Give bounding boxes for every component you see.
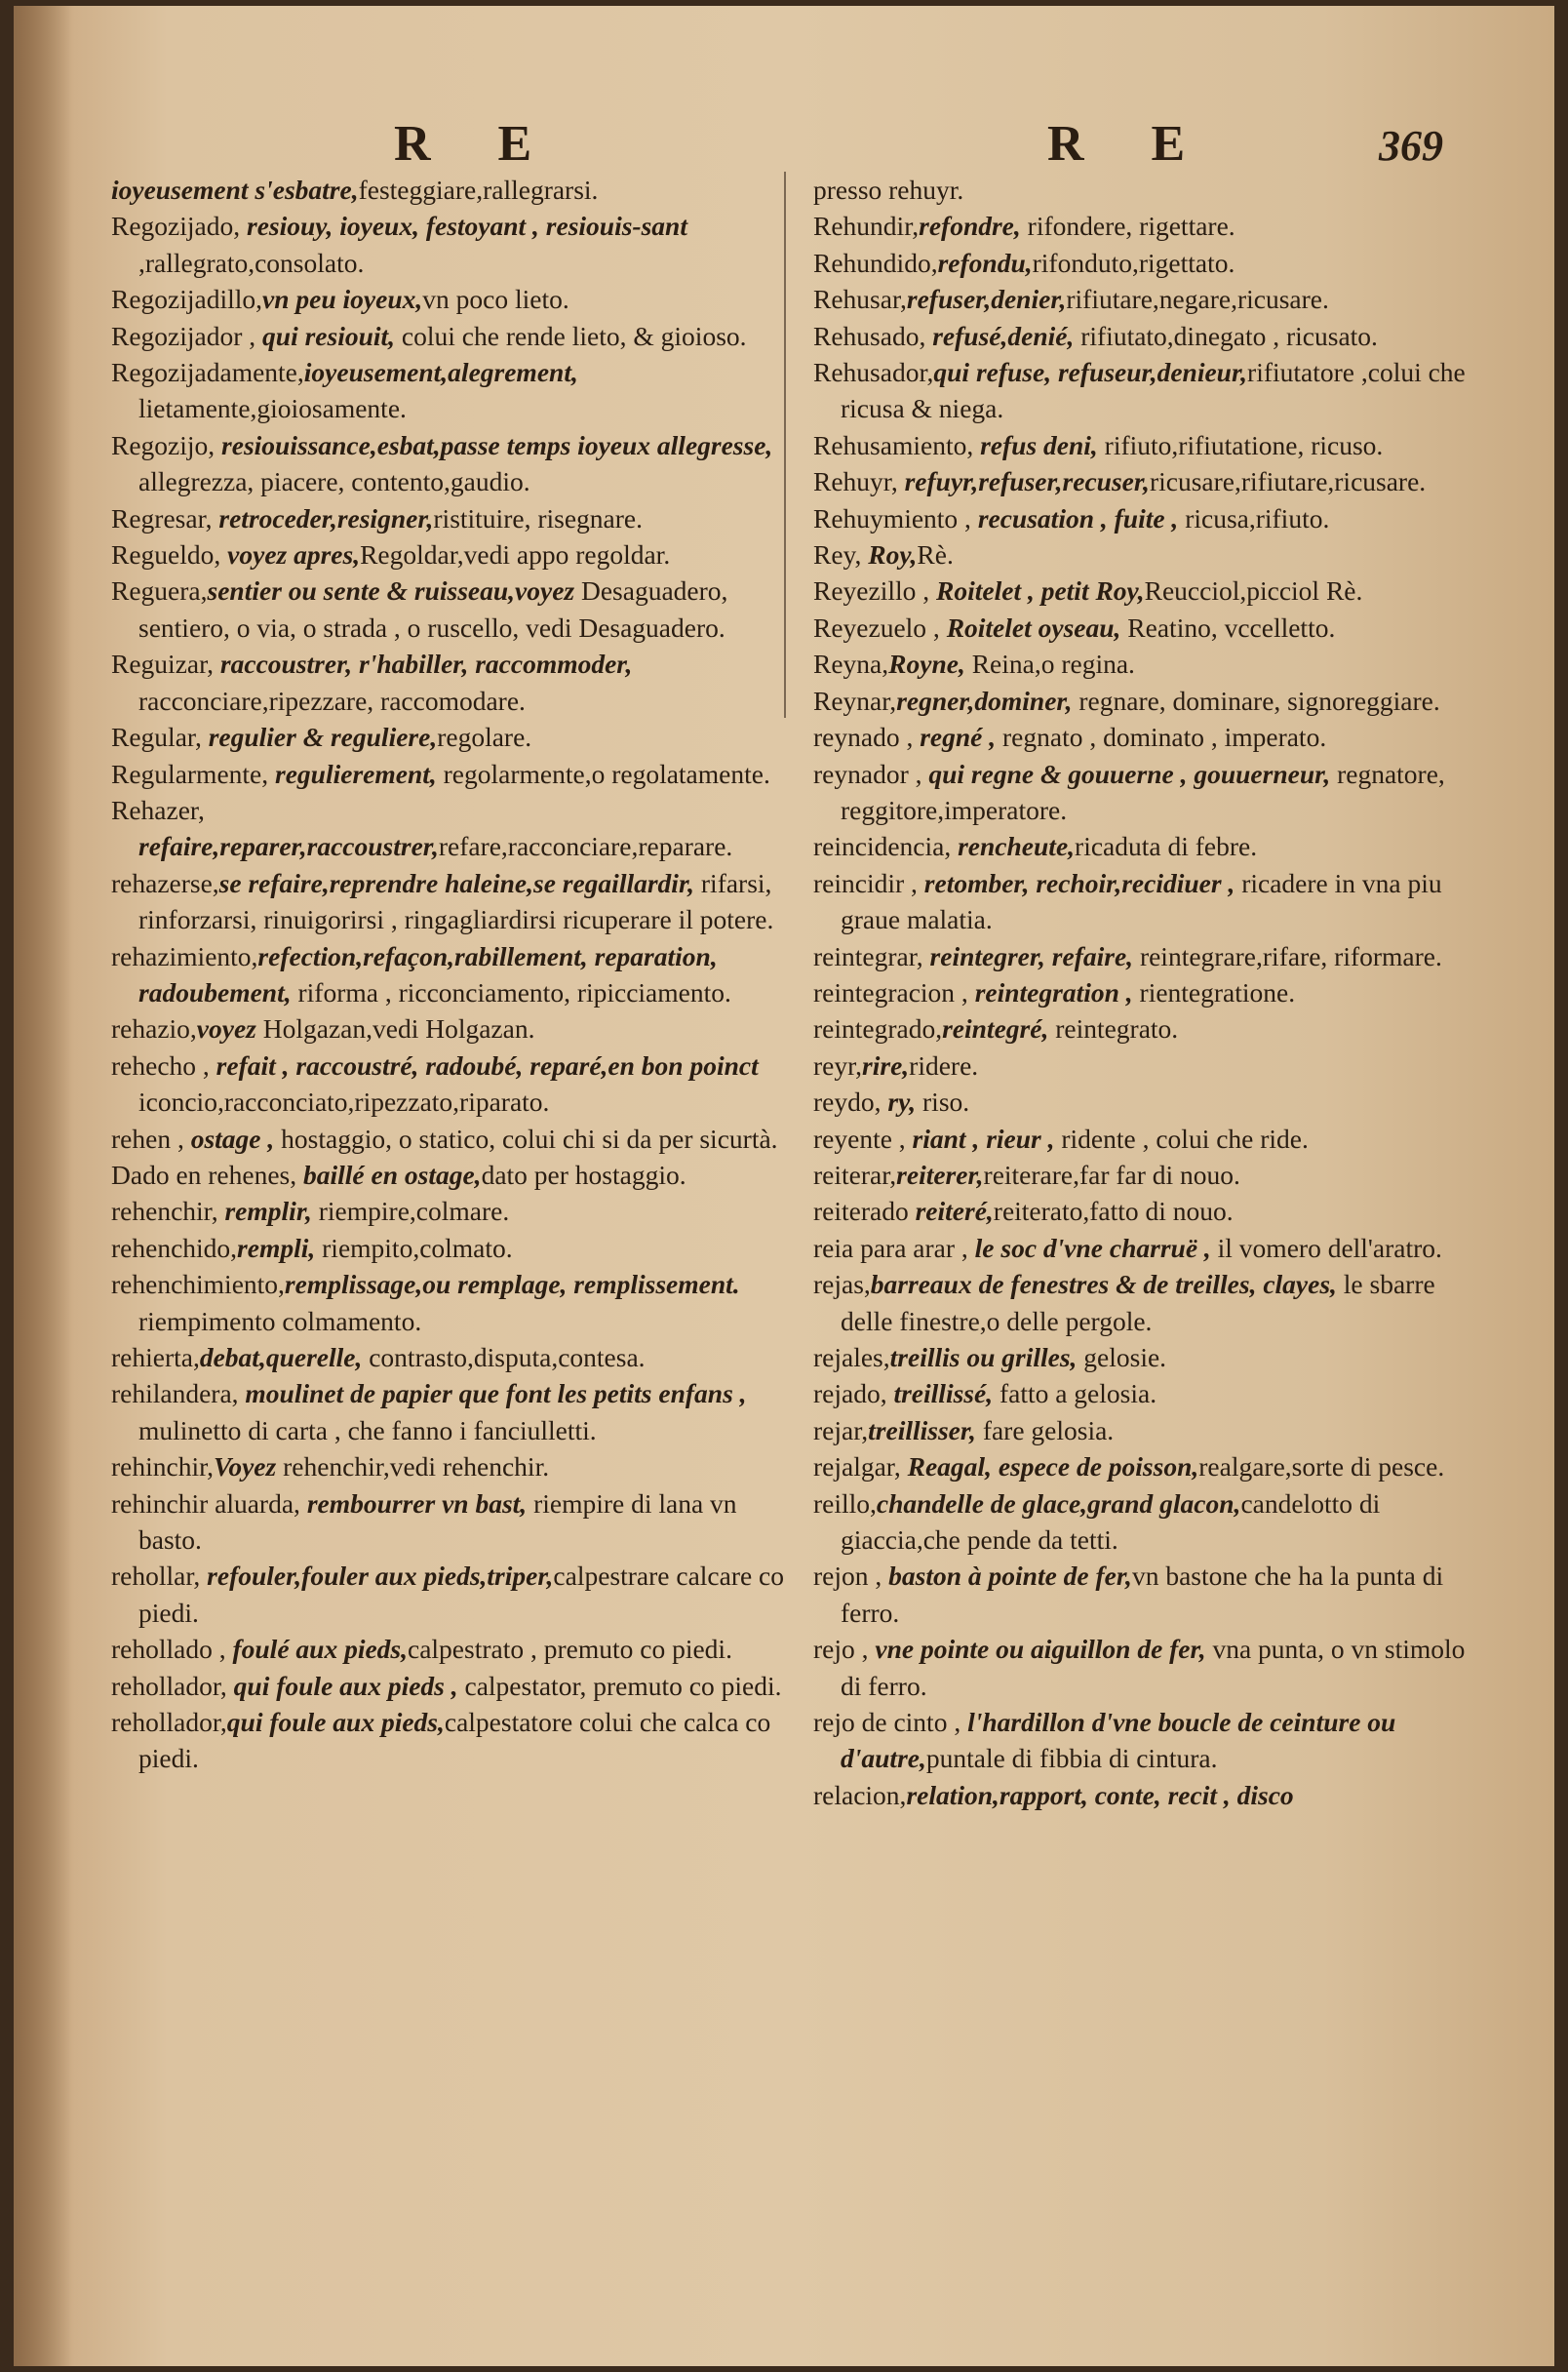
entry-italian: ricadere in vna piu graue malatia.	[841, 867, 1442, 935]
entry-french: qui resiouit,	[262, 320, 396, 351]
dictionary-entry	[813, 610, 1486, 646]
entry-italian: puntale di fibbia di cintura.	[925, 1743, 1218, 1774]
entry-french: regulierement,	[275, 758, 437, 789]
entry-headword: Rehusador,	[813, 357, 934, 388]
entry-french: refaire,reparer,raccoustrer,	[138, 831, 439, 862]
entry-italian: riempito,colmato.	[315, 1232, 513, 1263]
dictionary-entry	[111, 938, 799, 1011]
entry-headword: rejales,	[813, 1342, 890, 1372]
entry-french: Roitelet oyseau,	[946, 612, 1121, 643]
entry-french: Voyez	[214, 1451, 277, 1482]
dictionary-entry	[813, 938, 1486, 974]
entry-italian: reintegrato.	[1048, 1013, 1179, 1045]
entry-headword: reintegrar,	[813, 940, 930, 971]
entry-french: reintegration ,	[974, 976, 1133, 1008]
entry-french: ioyeusement s'esbatre,	[111, 175, 359, 205]
entry-italian: ,rallegrato,consolato.	[138, 247, 365, 278]
entry-french: voyez apres,	[227, 539, 361, 571]
entry-italian: refare,racconciare,reparare.	[438, 831, 733, 862]
entry-headword: rehollar,	[111, 1561, 208, 1592]
dictionary-entry	[111, 1193, 799, 1229]
entry-french: regulier & reguliere,	[208, 722, 438, 753]
entry-french: retroceder,resigner,	[218, 502, 434, 534]
entry-french: resiouissance,esbat,passe temps ioyeux allegresse,	[221, 429, 773, 460]
dictionary-entry	[813, 1777, 1486, 1813]
entry-headword: rehinchir aluarda,	[111, 1487, 307, 1519]
entry-headword: rehecho ,	[111, 1049, 216, 1081]
entry-headword: rehollado ,	[111, 1634, 233, 1665]
entry-headword: Regozijador ,	[111, 320, 263, 351]
entry-headword: rehierta,	[111, 1342, 200, 1372]
entry-italian: il vomero dell'aratro.	[1210, 1232, 1442, 1263]
entry-french: foulé aux pieds,	[232, 1634, 408, 1665]
dictionary-entry	[813, 354, 1486, 427]
entry-french: refuyr,refuser,recuser,	[904, 466, 1150, 497]
entry-french: qui foule aux pieds ,	[233, 1670, 458, 1701]
entry-french: raccoustrer, r'habiller, raccommoder,	[219, 649, 633, 680]
entry-headword: Rehusar,	[813, 284, 907, 315]
dictionary-entry	[111, 318, 799, 354]
entry-french: rire,	[862, 1049, 910, 1081]
running-head-left: R E	[394, 116, 560, 172]
dictionary-entry	[813, 536, 1486, 573]
entry-italian: realgare,sorte di pesce.	[1198, 1451, 1445, 1482]
dictionary-entry	[813, 1048, 1486, 1084]
entry-headword: rehazimiento,	[111, 940, 258, 971]
entry-french: rembourrer vn bast,	[306, 1487, 528, 1519]
entry-french: remplir,	[224, 1196, 312, 1227]
entry-italian: rifarsi, rinforzarsi, rinuigorirsi , ringagliardirsi ricuperare il potere.	[138, 867, 774, 935]
entry-italian: colui che rende lieto, & gioioso.	[395, 320, 747, 351]
dictionary-entry	[813, 500, 1486, 536]
dictionary-entry	[813, 463, 1486, 499]
entry-french: refusé,denié,	[932, 320, 1075, 351]
entry-headword: Rehusado,	[813, 320, 933, 351]
entry-headword: relacion,	[813, 1779, 907, 1810]
dictionary-entry	[111, 756, 799, 792]
entry-headword: Rehusamiento,	[813, 429, 981, 460]
dictionary-entry	[813, 1157, 1486, 1193]
entry-italian: hostaggio, o statico, colui chi si da per sicurtà.	[274, 1123, 778, 1154]
entry-french: ioyeusement,alegrement,	[303, 357, 578, 388]
entry-headword: Regozijadillo,	[111, 284, 263, 315]
entry-french: reintegré,	[942, 1013, 1049, 1045]
entry-french: reintegrer, refaire,	[929, 940, 1134, 971]
dictionary-entry	[813, 1412, 1486, 1448]
entry-headword: rehenchido,	[111, 1232, 238, 1263]
entry-french: sentier ou sente & ruisseau,voyez	[207, 575, 575, 607]
entry-french: refus deni,	[980, 429, 1098, 460]
dictionary-entry	[813, 974, 1486, 1010]
entry-headword: rejo ,	[813, 1634, 876, 1665]
entry-french: vne pointe ou aiguillon de fer,	[875, 1634, 1206, 1665]
entry-italian: regnatore, reggitore,imperatore.	[841, 758, 1445, 825]
entry-italian: riempimento colmamento.	[138, 1305, 422, 1336]
dictionary-entry	[111, 1485, 799, 1559]
dictionary-entry	[111, 1704, 799, 1777]
entry-italian: allegrezza, piacere, contento,gaudio.	[138, 466, 530, 497]
entry-italian: rifiuto,rifiutatione, ricuso.	[1097, 429, 1384, 460]
entry-italian: vna punta, o vn stimolo di ferro.	[841, 1634, 1466, 1701]
entry-italian: ridere.	[909, 1049, 979, 1081]
entry-headword: Rehuyr,	[813, 466, 905, 497]
entry-headword: Regozijadamente,	[111, 357, 304, 388]
entry-french: rencheute,	[958, 831, 1076, 862]
entry-french: moulinet de papier que font les petits enfans ,	[245, 1378, 747, 1409]
entry-headword: reintegrado,	[813, 1013, 943, 1045]
entry-italian: le sbarre delle finestre,o delle pergole.	[841, 1269, 1435, 1336]
entry-headword: rehazio,	[111, 1013, 197, 1045]
dictionary-entry	[111, 354, 799, 427]
entry-french: refection,refaçon,rabillement, reparation, radoubement,	[138, 940, 718, 1008]
dictionary-entry	[111, 865, 799, 938]
dictionary-entry	[111, 172, 799, 208]
entry-italian: ristituire, risegnare.	[433, 502, 643, 534]
dictionary-entry	[813, 1339, 1486, 1375]
entry-headword: Regozijo,	[111, 429, 222, 460]
entry-french: baillé en ostage,	[303, 1159, 482, 1190]
entry-french: recusation , fuite ,	[977, 502, 1179, 534]
entry-italian: rifondere, rigettare.	[1020, 211, 1235, 242]
entry-headword: reynador ,	[813, 758, 929, 789]
dictionary-entry	[813, 1010, 1486, 1047]
dictionary-entry	[111, 1010, 799, 1047]
entry-french: refait , raccoustré, radoubé, reparé,en bon poinct	[216, 1049, 759, 1081]
entry-headword: reia para arar ,	[813, 1232, 975, 1263]
entry-french: voyez	[196, 1013, 256, 1045]
entry-headword: Regresar,	[111, 502, 219, 534]
entry-headword: reyente ,	[813, 1123, 913, 1154]
dictionary-entry	[813, 646, 1486, 682]
dictionary-entry	[111, 281, 799, 317]
dictionary-entry	[111, 1121, 799, 1157]
entry-french: le soc d'vne charruë ,	[974, 1232, 1211, 1263]
dictionary-entry	[813, 245, 1486, 281]
entry-italian: presso rehuyr.	[813, 175, 964, 205]
dictionary-entry	[111, 1448, 799, 1484]
dictionary-entry	[111, 1668, 799, 1704]
entry-italian: riso.	[916, 1087, 970, 1118]
dictionary-entry	[111, 1048, 799, 1121]
entry-headword: Reguizar,	[111, 649, 220, 680]
dictionary-entry	[111, 536, 799, 573]
entry-italian: calpestrare calcare co piedi.	[138, 1561, 785, 1628]
dictionary-entry	[111, 208, 799, 281]
entry-italian: racconciare,ripezzare, raccomodare.	[138, 685, 526, 716]
dictionary-entry	[813, 208, 1486, 244]
dictionary-entry	[111, 1558, 799, 1631]
entry-french: treillissé,	[893, 1378, 994, 1409]
entry-headword: Reyezillo ,	[813, 575, 937, 607]
dictionary-entry	[813, 756, 1486, 829]
dictionary-entry	[813, 1448, 1486, 1484]
entry-headword: rehilandera,	[111, 1378, 246, 1409]
entry-headword: reiterar,	[813, 1159, 897, 1190]
entry-italian: mulinetto di carta , che fanno i fanciulletti.	[138, 1414, 597, 1445]
entry-headword: rejado,	[813, 1378, 894, 1409]
entry-italian: riempire di lana vn basto.	[138, 1487, 737, 1556]
dictionary-page	[14, 6, 1554, 2366]
entry-italian: rifiutare,negare,ricusare.	[1066, 284, 1329, 315]
entry-french: refuser,denier,	[906, 284, 1067, 315]
entry-headword: reydo,	[813, 1087, 888, 1118]
entry-french: se refaire,reprendre haleine,se regaillardir,	[218, 867, 695, 898]
entry-french: Royne,	[888, 649, 965, 680]
dictionary-entry	[813, 427, 1486, 463]
entry-french: treillisser,	[868, 1414, 976, 1445]
dictionary-entry	[111, 1339, 799, 1375]
dictionary-entry	[111, 1631, 799, 1667]
entry-french: chandelle de glace,grand glacon,	[876, 1487, 1241, 1519]
entry-italian: candelotto di giaccia,che pende da tetti.	[841, 1487, 1381, 1556]
dictionary-entry	[813, 1485, 1486, 1559]
entry-italian: rifiutato,dinegato , ricusato.	[1074, 320, 1378, 351]
dictionary-entry	[813, 683, 1486, 719]
entry-headword: rehen ,	[111, 1123, 191, 1154]
entry-headword: Rehundir,	[813, 211, 920, 242]
left-column	[111, 172, 799, 1777]
entry-italian: gelosie.	[1077, 1342, 1167, 1372]
dictionary-entry	[813, 1375, 1486, 1411]
entry-italian: dato per hostaggio.	[481, 1159, 686, 1190]
entry-headword: Regular,	[111, 722, 209, 753]
entry-french: ry,	[887, 1087, 917, 1118]
entry-headword: Rehundido,	[813, 247, 938, 278]
entry-italian: reiterato,fatto di nouo.	[993, 1196, 1234, 1227]
entry-headword: Dado en rehenes,	[111, 1159, 303, 1190]
entry-headword: reiterado	[813, 1196, 916, 1227]
entry-headword: reincidir ,	[813, 867, 924, 898]
entry-headword: Reynar,	[813, 685, 897, 716]
entry-italian: vn bastone che ha la punta di ferro.	[841, 1561, 1444, 1628]
dictionary-entry	[813, 1193, 1486, 1229]
entry-headword: rejar,	[813, 1414, 869, 1445]
entry-headword: rejon ,	[813, 1561, 889, 1592]
dictionary-entry	[111, 792, 799, 865]
entry-italian: ricusare,rifiutare,ricusare.	[1149, 466, 1427, 497]
entry-french: qui foule aux pieds,	[226, 1707, 445, 1738]
entry-french: remplissage,ou remplage, remplissement.	[284, 1269, 740, 1300]
dictionary-entry	[813, 1704, 1486, 1777]
entry-italian: Rè.	[917, 539, 954, 571]
entry-headword: reynado ,	[813, 722, 921, 753]
dictionary-entry	[111, 1230, 799, 1266]
entry-french: regner,dominer,	[896, 685, 1073, 716]
dictionary-entry	[111, 719, 799, 755]
entry-headword: rejas,	[813, 1269, 871, 1300]
entry-headword: rehenchir,	[111, 1196, 225, 1227]
entry-french: qui regne & gouuerne , gouuerneur,	[928, 758, 1331, 789]
entry-headword: Regularmente,	[111, 758, 275, 789]
entry-french: debat,querelle,	[199, 1342, 363, 1372]
entry-italian: vn poco lieto.	[422, 284, 569, 315]
dictionary-entry	[813, 172, 1486, 208]
dictionary-entry	[111, 1266, 799, 1339]
dictionary-entry	[813, 1558, 1486, 1631]
dictionary-entry	[813, 865, 1486, 938]
entry-french: rempli,	[237, 1232, 316, 1263]
dictionary-entry	[813, 1266, 1486, 1339]
entry-italian: Reatino, vccelletto.	[1120, 612, 1336, 643]
dictionary-entry	[813, 1121, 1486, 1157]
entry-headword: Reguera,	[111, 575, 208, 607]
dictionary-entry	[111, 646, 799, 719]
dictionary-entry	[813, 1230, 1486, 1266]
dictionary-entry	[813, 828, 1486, 864]
dictionary-entry	[111, 1157, 799, 1193]
entry-italian: rifiutatore ,colui che ricusa & niega.	[841, 357, 1466, 424]
dictionary-entry	[111, 427, 799, 500]
entry-french: vn peu ioyeux,	[262, 284, 423, 315]
entry-italian: rientegratione.	[1132, 976, 1296, 1008]
entry-italian: regnare, dominare, signoreggiare.	[1072, 685, 1440, 716]
entry-french: Roy,	[868, 539, 918, 571]
entry-french: retomber, rechoir,recidiuer ,	[923, 867, 1235, 898]
entry-italian: fare gelosia.	[975, 1414, 1115, 1445]
entry-headword: Reyna,	[813, 649, 889, 680]
entry-italian: Reucciol,picciol Rè.	[1144, 575, 1363, 607]
entry-headword: rejo de cinto ,	[813, 1707, 968, 1738]
dictionary-entry	[813, 719, 1486, 755]
entry-headword: rehenchimiento,	[111, 1269, 285, 1300]
entry-italian: rifonduto,rigettato.	[1032, 247, 1235, 278]
entry-headword: rehollador,	[111, 1707, 227, 1738]
entry-italian: riforma , ricconciamento, ripicciamento.	[291, 976, 731, 1008]
entry-italian: ricusa,rifiuto.	[1178, 502, 1330, 534]
entry-italian: lietamente,gioiosamente.	[138, 393, 407, 424]
entry-french: refouler,fouler aux pieds,triper,	[207, 1561, 554, 1592]
entry-headword: Rehazer,	[111, 794, 205, 825]
entry-headword: rehinchir,	[111, 1451, 215, 1482]
entry-italian: Regoldar,vedi appo regoldar.	[360, 539, 671, 571]
entry-italian: Desaguadero, sentiero, o via, o strada , o ruscello, vedi Desaguadero.	[138, 575, 728, 643]
entry-italian: Holgazan,vedi Holgazan.	[255, 1013, 535, 1045]
entry-french: baston à pointe de fer,	[888, 1561, 1132, 1592]
entry-french: ostage ,	[190, 1123, 275, 1154]
folio-number: 369	[1379, 122, 1443, 170]
entry-french: Reagal, espece de poisson,	[907, 1451, 1199, 1482]
entry-italian: ridente , colui che ride.	[1054, 1123, 1309, 1154]
entry-headword: rehollador,	[111, 1670, 234, 1701]
entry-french: refondre,	[919, 211, 1021, 242]
entry-italian: Reina,o regina.	[964, 649, 1135, 680]
entry-headword: reintegracion ,	[813, 976, 975, 1008]
entry-french: qui refuse, refuseur,denieur,	[933, 357, 1248, 388]
entry-italian: reintegrare,rifare, riformare.	[1133, 940, 1442, 971]
entry-italian: rehenchir,vedi rehenchir.	[276, 1451, 550, 1482]
entry-italian: regolare.	[437, 722, 532, 753]
entry-headword: Regozijado,	[111, 211, 247, 242]
entry-italian: ricaduta di febre.	[1075, 831, 1258, 862]
entry-headword: Rey,	[813, 539, 869, 571]
entry-french: relation,rapport, conte, recit , disco	[906, 1779, 1294, 1810]
entry-headword: Rehuymiento ,	[813, 502, 978, 534]
entry-french: reiterer,	[896, 1159, 984, 1190]
entry-italian: riempire,colmare.	[311, 1196, 510, 1227]
page-gutter	[14, 6, 72, 2366]
dictionary-entry	[813, 281, 1486, 317]
entry-italian: reiterare,far far di nouo.	[983, 1159, 1240, 1190]
entry-italian: festeggiare,rallegrarsi.	[358, 175, 599, 205]
dictionary-entry	[813, 573, 1486, 609]
right-column	[813, 172, 1486, 1813]
dictionary-entry	[813, 1084, 1486, 1120]
dictionary-entry	[111, 573, 799, 646]
entry-french: reiteré,	[915, 1196, 994, 1227]
entry-italian: calpestator, premuto co piedi.	[457, 1670, 782, 1701]
entry-french: resiouy, ioyeux, festoyant , resiouis-sant	[247, 211, 687, 242]
entry-headword: reyr,	[813, 1049, 863, 1081]
entry-headword: rehazerse,	[111, 867, 219, 898]
dictionary-entry	[111, 1375, 799, 1448]
entry-italian: calpestatore colui che calca co piedi.	[138, 1707, 771, 1774]
dictionary-entry	[813, 318, 1486, 354]
entry-headword: reillo,	[813, 1487, 877, 1519]
entry-french: l'hardillon d'vne boucle de ceinture ou d'autre,	[841, 1707, 1396, 1774]
entry-french: refondu,	[937, 247, 1033, 278]
dictionary-entry	[813, 1631, 1486, 1704]
entry-italian: calpestrato , premuto co piedi.	[408, 1634, 732, 1665]
entry-french: treillis ou grilles,	[889, 1342, 1078, 1372]
entry-italian: regnato , dominato , imperato.	[996, 722, 1327, 753]
entry-headword: rejalgar,	[813, 1451, 908, 1482]
entry-french: riant , rieur ,	[912, 1123, 1055, 1154]
entry-french: barreaux de fenestres & de treilles, clayes,	[870, 1269, 1337, 1300]
dictionary-entry	[111, 500, 799, 536]
entry-french: regné ,	[920, 722, 997, 753]
entry-italian: iconcio,racconciato,ripezzato,riparato.	[138, 1087, 550, 1118]
entry-italian: contrasto,disputa,contesa.	[362, 1342, 646, 1372]
entry-french: Roitelet , petit Roy,	[936, 575, 1145, 607]
entry-italian: regolarmente,o regolatamente.	[436, 758, 770, 789]
entry-headword: reincidencia,	[813, 831, 959, 862]
entry-italian: fatto a gelosia.	[993, 1378, 1157, 1409]
running-head-right: R E	[1047, 116, 1213, 172]
entry-headword: Regueldo,	[111, 539, 228, 571]
entry-headword: Reyezuelo ,	[813, 612, 947, 643]
